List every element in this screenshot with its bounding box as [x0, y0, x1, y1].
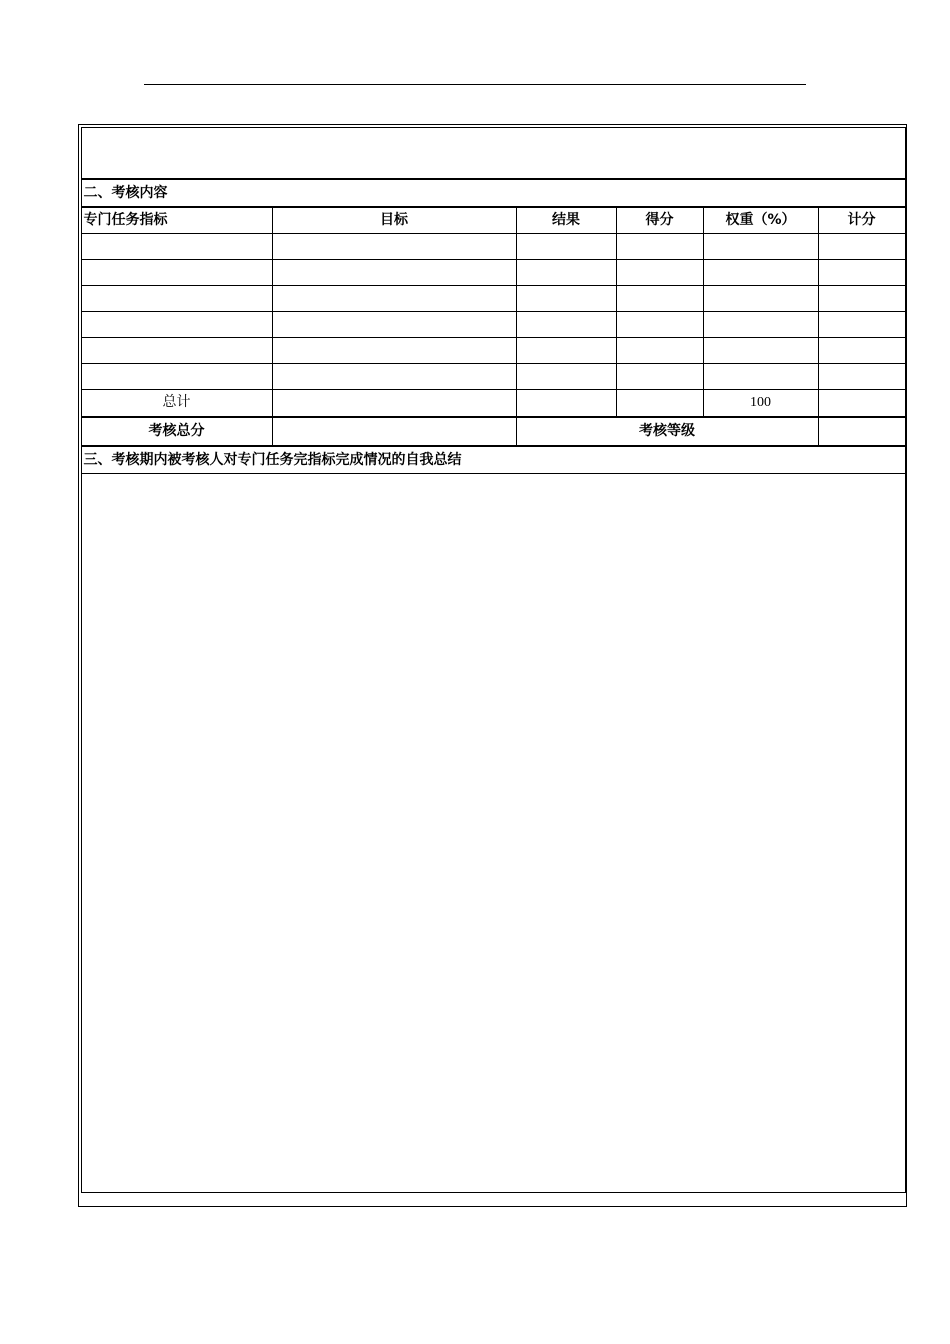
cell-task-indicator[interactable] [81, 363, 272, 389]
cell-points[interactable] [818, 285, 905, 311]
score-row [81, 417, 905, 446]
total-score[interactable] [616, 389, 703, 417]
cell-score[interactable] [616, 337, 703, 363]
total-target[interactable] [272, 389, 516, 417]
section2-title: 二、考核内容 [81, 179, 905, 207]
col-header-target: 目标 [272, 207, 516, 234]
total-points[interactable] [818, 389, 905, 417]
table-row [81, 337, 905, 363]
table-header-row [81, 207, 905, 234]
col-header-score: 得分 [616, 207, 703, 234]
self-summary-area[interactable] [81, 473, 905, 1192]
total-weight-value: 100 [703, 389, 818, 417]
cell-target[interactable] [272, 259, 516, 285]
cell-score[interactable] [616, 311, 703, 337]
table-row [81, 233, 905, 259]
table-row [81, 311, 905, 337]
cell-result[interactable] [516, 363, 616, 389]
cell-weight[interactable] [703, 259, 818, 285]
cell-task-indicator[interactable] [81, 285, 272, 311]
total-row [81, 389, 905, 417]
grade-value[interactable] [818, 417, 905, 446]
col-header-result: 结果 [516, 207, 616, 234]
table-row [81, 285, 905, 311]
cell-points[interactable] [818, 337, 905, 363]
col-header-weight: 权重（%） [703, 207, 818, 234]
total-score-value[interactable] [272, 417, 516, 446]
total-result[interactable] [516, 389, 616, 417]
col-header-task-indicator: 专门任务指标 [81, 207, 272, 234]
cell-result[interactable] [516, 337, 616, 363]
cell-result[interactable] [516, 285, 616, 311]
cell-score[interactable] [616, 233, 703, 259]
cell-weight[interactable] [703, 285, 818, 311]
cell-task-indicator[interactable] [81, 233, 272, 259]
grade-label: 考核等级 [516, 417, 818, 446]
cell-weight[interactable] [703, 311, 818, 337]
cell-points[interactable] [818, 259, 905, 285]
cell-task-indicator[interactable] [81, 311, 272, 337]
cell-task-indicator[interactable] [81, 337, 272, 363]
col-header-points: 计分 [818, 207, 905, 234]
section2-title-row [81, 179, 905, 207]
top-blank-cell[interactable] [81, 127, 905, 179]
cell-target[interactable] [272, 285, 516, 311]
cell-points[interactable] [818, 311, 905, 337]
total-label: 总计 [81, 389, 272, 417]
top-blank-row [81, 127, 905, 179]
cell-score[interactable] [616, 363, 703, 389]
cell-weight[interactable] [703, 233, 818, 259]
table-row [81, 259, 905, 285]
cell-result[interactable] [516, 233, 616, 259]
total-score-label: 考核总分 [81, 417, 272, 446]
cell-task-indicator[interactable] [81, 259, 272, 285]
cell-result[interactable] [516, 311, 616, 337]
assessment-table [81, 127, 906, 1193]
cell-target[interactable] [272, 233, 516, 259]
cell-target[interactable] [272, 337, 516, 363]
cell-points[interactable] [818, 233, 905, 259]
cell-score[interactable] [616, 285, 703, 311]
cell-weight[interactable] [703, 363, 818, 389]
cell-score[interactable] [616, 259, 703, 285]
header-rule [144, 84, 806, 85]
assessment-form [78, 124, 907, 1207]
cell-weight[interactable] [703, 337, 818, 363]
section3-title-row [81, 446, 905, 474]
section3-body-row [81, 473, 905, 1192]
cell-points[interactable] [818, 363, 905, 389]
cell-target[interactable] [272, 311, 516, 337]
cell-target[interactable] [272, 363, 516, 389]
table-row [81, 363, 905, 389]
section3-title: 三、考核期内被考核人对专门任务完指标完成情况的自我总结 [81, 446, 905, 474]
cell-result[interactable] [516, 259, 616, 285]
